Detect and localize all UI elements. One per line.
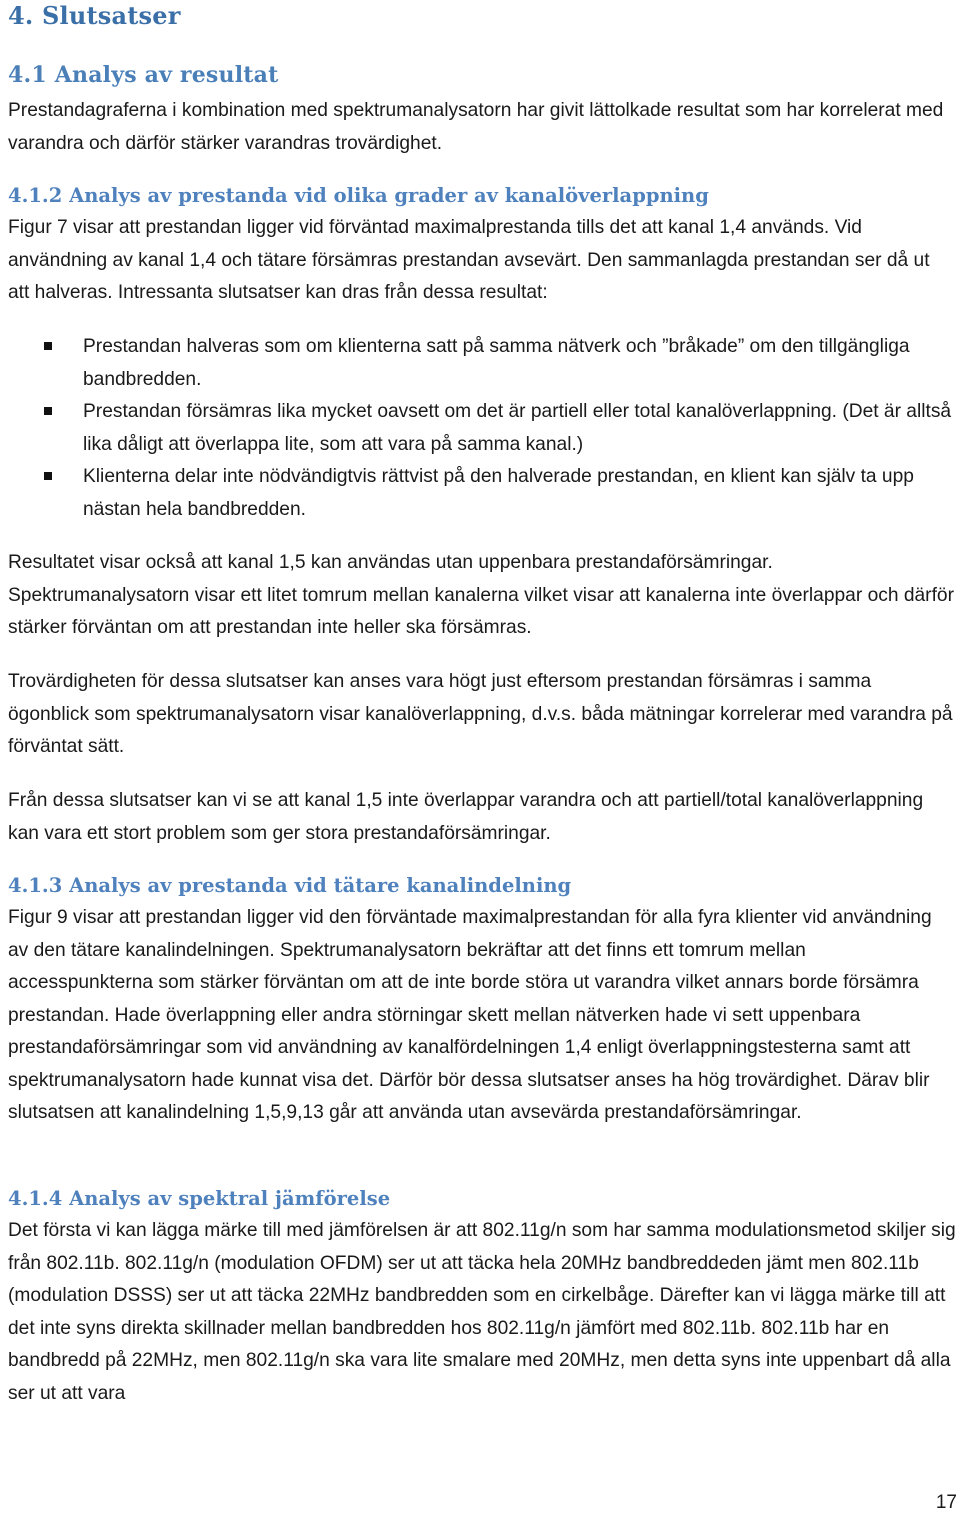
section-heading-4-1-3: 4.1.3 Analys av prestanda vid tätare kanalindelning xyxy=(8,874,572,897)
square-bullet-icon xyxy=(44,342,52,350)
section-4-1-2-paragraph-2: Resultatet visar också att kanal 1,5 kan användas utan uppenbara prestandaförsämringar. Spektrumanalysatorn visar ett litet tomrum mellan kanalerna vilket visar att kanalerna inte överlappar och därför stärker förväntan om att prestandan inte heller ska försämras. xyxy=(8,552,954,638)
section-4-1-intro: Prestandagraferna i kombination med spektrumanalysatorn har givit lättolkade resultat som har korrelerat med varandra och därför stärker varandras trovärdighet. xyxy=(8,100,944,154)
section-4-1-4-paragraph: Det första vi kan lägga märke till med jämförelsen är att 802.11g/n som har samma modulationsmetod skiljer sig från 802.11b. 802.11g/n (modulation OFDM) ser ut att täcka hela 20MHz bandbreddeden jämt men 802.11b (modulation DSSS) ser ut att täcka 22MHz bandbredden som en cirkelbåge. Därefter kan vi lägga märke till att det inte syns direkta skillnader mellan bandbredden hos 802.11g/n jämfört med 802.11b. 802.11b har en bandbredd på 22MHz, men 802.11g/n ska vara lite smalare med 20MHz, men detta syns inte uppenbart då alla ser ut att vara xyxy=(8,1220,956,1404)
section-4-1-2-paragraph-1: Figur 7 visar att prestandan ligger vid förväntad maximalprestanda tills det att kanal 1,4 används. Vid användning av kanal 1,4 och tätare försämras prestandan avsevärt. Den sammanlagda prestandan ser då ut att halveras. Intressanta slutsatser kan dras från dessa resultat: xyxy=(8,217,930,303)
square-bullet-icon xyxy=(44,407,52,415)
list-item-text: Prestandan halveras som om klienterna satt på samma nätverk och ”bråkade” om den tillgängliga bandbredden. xyxy=(83,336,910,390)
section-heading-4-1-2: 4.1.2 Analys av prestanda vid olika grader av kanalöverlappning xyxy=(8,184,709,207)
section-4-1-2-paragraph-4: Från dessa slutsatser kan vi se att kanal 1,5 inte överlappar varandra och att partiell/total kanalöverlappning kan vara ett stort problem som ger stora prestandaförsämringar. xyxy=(8,790,924,844)
list-item xyxy=(8,331,956,396)
page-number: 17 xyxy=(935,1492,957,1513)
list-item-text: Prestandan försämras lika mycket oavsett om det är partiell eller total kanalöverlappning. (Det är alltså lika dåligt att överlappa lite, som att vara på samma kanal.) xyxy=(83,401,952,455)
section-heading-4-1-4: 4.1.4 Analys av spektral jämförelse xyxy=(8,1187,391,1210)
section-4-1-3-paragraph: Figur 9 visar att prestandan ligger vid den förväntade maximalprestandan för alla fyra klienter vid användning av den tätare kanalindelningen. Spektrumanalysatorn bekräftar att det finns ett tomrum mellan accesspunkterna som stärker förväntan om att de inte borde störa ut varandra vilket annars borde försämra prestandan. Hade överlappning eller andra störningar skett mellan nätverken hade vi sett uppenbara prestandaförsämringar som vid användning av kanalfördelningen 1,4 enligt överlappningstesterna samt att spektrumanalysatorn hade kunnat visa det. Därför bör dessa slutsatser anses ha hög trovärdighet. Därav blir slutsatsen att kanalindelning 1,5,9,13 går att använda utan avsevärda prestandaförsämringar. xyxy=(8,907,932,1123)
section-4-1-2-paragraph-3: Trovärdigheten för dessa slutsatser kan anses vara högt just eftersom prestandan försämras i samma ögonblick som spektrumanalysatorn visar kanalöverlappning, d.v.s. båda mätningar korrelerar med varandra på förväntat sätt. xyxy=(8,671,953,757)
section-heading-4-1: 4.1 Analys av resultat xyxy=(8,62,279,88)
list-item-text: Klienterna delar inte nödvändigtvis rättvist på den halverade prestandan, en klient kan själv ta upp nästan hela bandbredden. xyxy=(83,466,914,520)
list-item xyxy=(8,396,956,461)
chapter-heading: 4. Slutsatser xyxy=(8,1,181,30)
conclusions-list xyxy=(8,331,956,526)
list-item xyxy=(8,461,956,526)
square-bullet-icon xyxy=(44,472,52,480)
